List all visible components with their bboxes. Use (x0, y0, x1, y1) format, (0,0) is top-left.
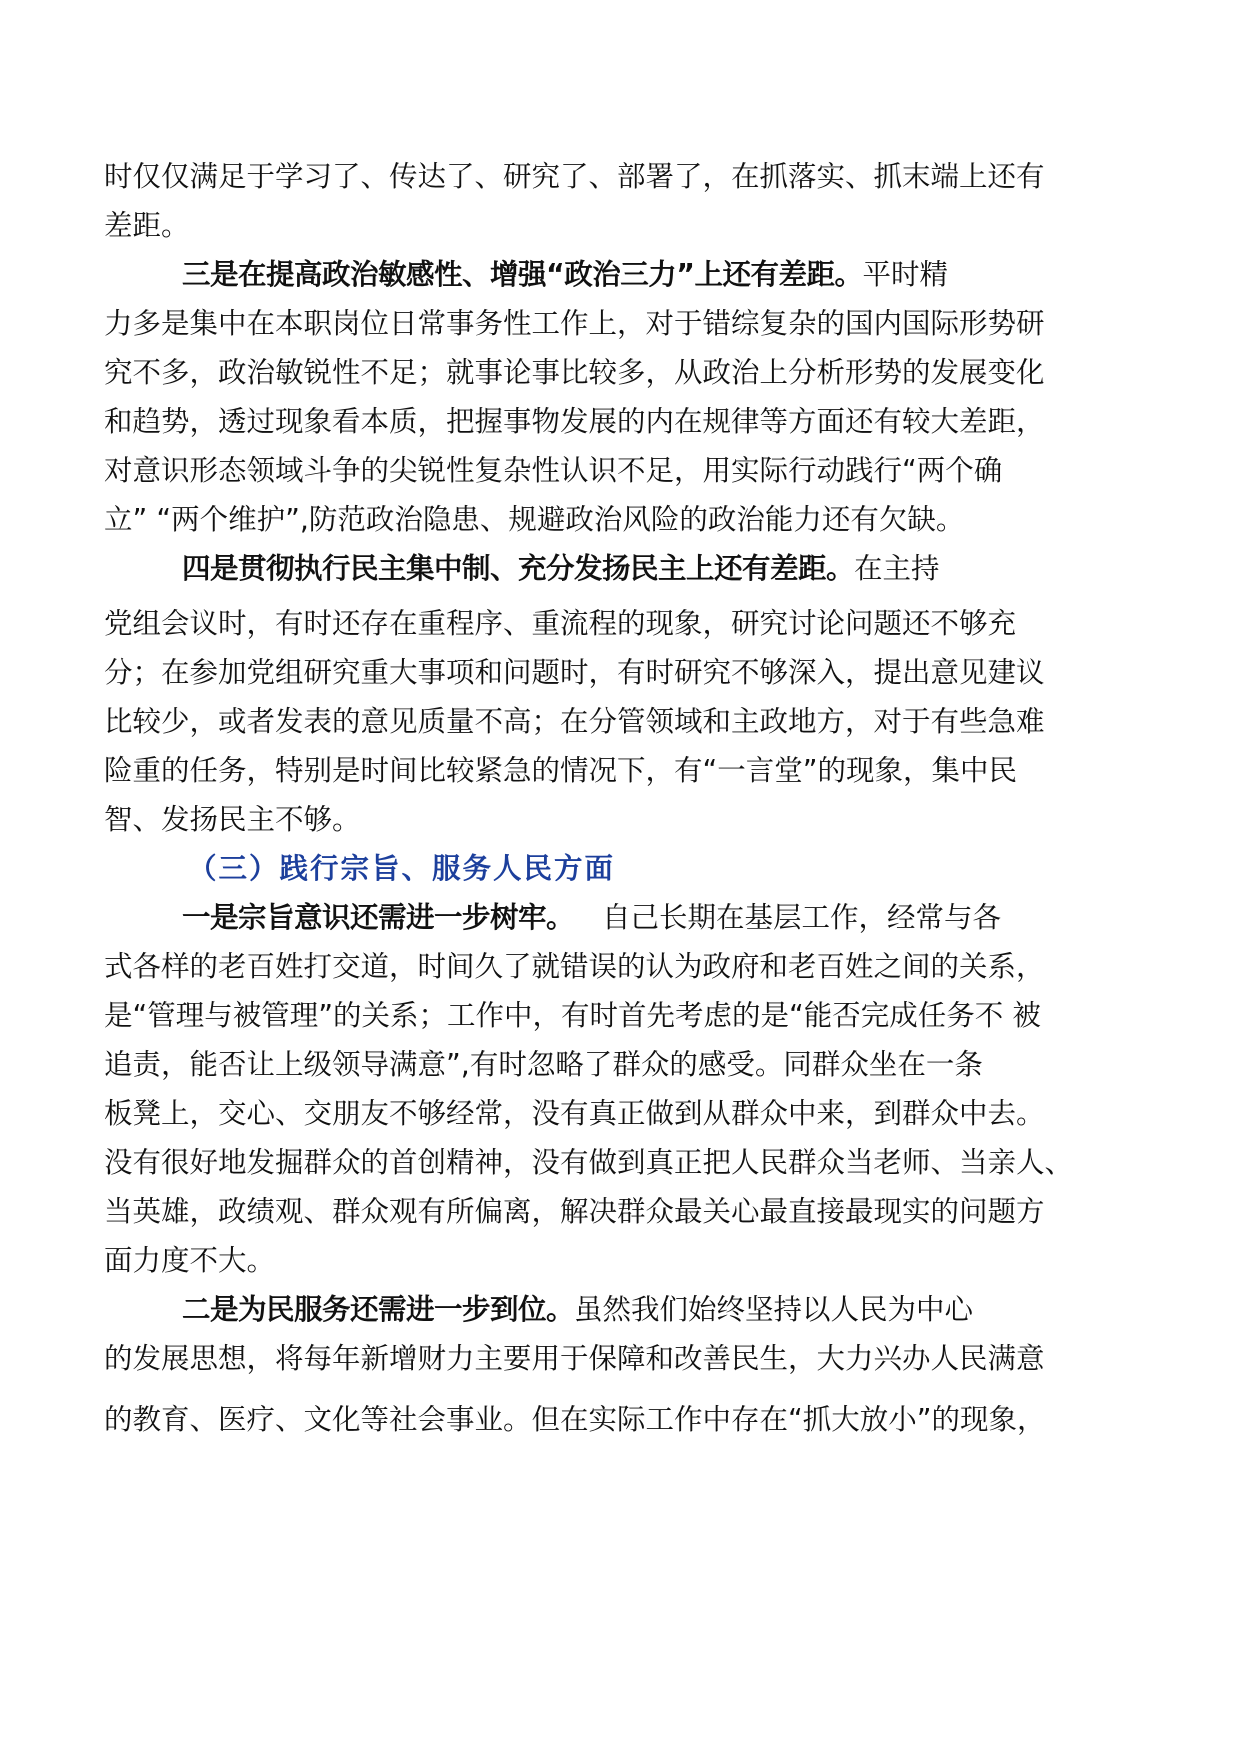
text-line: 面力度不大。 (104, 1244, 276, 1277)
item-one-text: 自己长期在基层工作，经常与各 (602, 901, 1002, 934)
section-heading: （三）践行宗旨、服务人民方面 (188, 852, 616, 885)
text-line: 险重的任务，特别是时间比较紧急的情况下，有“一言堂”的现象，集中民 (104, 754, 1018, 787)
document-body (104, 152, 1144, 1444)
text-line: 智、发扬民主不够。 (104, 803, 361, 836)
text-line: 的教育、医疗、文化等社会事业。但在实际工作中存在“抓大放小”的现象， (104, 1403, 1046, 1436)
point-three-text: 平时精 (862, 258, 948, 291)
text-line: 比较少，或者发表的意见质量不高；在分管领域和主政地方，对于有些急难 (104, 705, 1045, 738)
text-line: 式各样的老百姓打交道，时间久了就错误的认为政府和老百姓之间的关系， (104, 950, 1045, 983)
point-four-title: 四是贯彻执行民主集中制、充分发扬民主上还有差距。 (182, 552, 855, 585)
item-two-text: 虽然我们始终坚持以人民为中心 (574, 1293, 974, 1326)
point-three-title: 三是在提高政治敏感性、增强“政治三力”上还有差距。 (182, 258, 863, 291)
text-line: 的发展思想，将每年新增财力主要用于保障和改善民生，大力兴办人民满意 (104, 1342, 1045, 1375)
point-three-first-line (104, 250, 1144, 299)
text-line: 究不多，政治敏锐性不足；就事论事比较多，从政治上分析形势的发展变化 (104, 356, 1045, 389)
item-one-first-line (104, 893, 1144, 942)
text-line: 党组会议时，有时还存在重程序、重流程的现象，研究讨论问题还不够充 (104, 607, 1017, 640)
text-line: 对意识形态领域斗争的尖锐性复杂性认识不足，用实际行动践行“两个确 (104, 454, 1003, 487)
item-two-first-line (104, 1285, 1144, 1334)
point-four-first-line (104, 544, 1144, 593)
item-two-title: 二是为民服务还需进一步到位。 (182, 1293, 575, 1326)
text-line: 是“管理与被管理”的关系；工作中，有时首先考虑的是“能否完成任务不 被 (104, 999, 1041, 1032)
text-line: 力多是集中在本职岗位日常事务性工作上，对于错综复杂的国内国际形势研 (104, 307, 1045, 340)
text-line: 板凳上，交心、交朋友不够经常，没有真正做到从群众中来，到群众中去。 (104, 1097, 1045, 1130)
point-four-text: 在主持 (854, 552, 940, 585)
text-line: 立” “两个维护”,防范政治隐患、规避政治风险的政治能力还有欠缺。 (104, 503, 965, 536)
text-line: 没有很好地发掘群众的首创精神，没有做到真正把人民群众当老师、当亲人、 (104, 1146, 1074, 1179)
item-one-title: 一是宗旨意识还需进一步树牢。 (182, 901, 575, 934)
text-line: 差距。 (104, 209, 190, 242)
text-line: 时仅仅满足于学习了、传达了、研究了、部署了，在抓落实、抓末端上还有 (104, 160, 1045, 193)
text-line: 分；在参加党组研究重大事项和问题时，有时研究不够深入，提出意见建议 (104, 656, 1045, 689)
text-line: 追责，能否让上级领导满意”,有时忽略了群众的感受。同群众坐在一条 (104, 1048, 983, 1081)
text-line: 和趋势，透过现象看本质，把握事物发展的内在规律等方面还有较大差距， (104, 405, 1045, 438)
text-line: 当英雄，政绩观、群众观有所偏离，解决群众最关心最直接最现实的问题方 (104, 1195, 1045, 1228)
